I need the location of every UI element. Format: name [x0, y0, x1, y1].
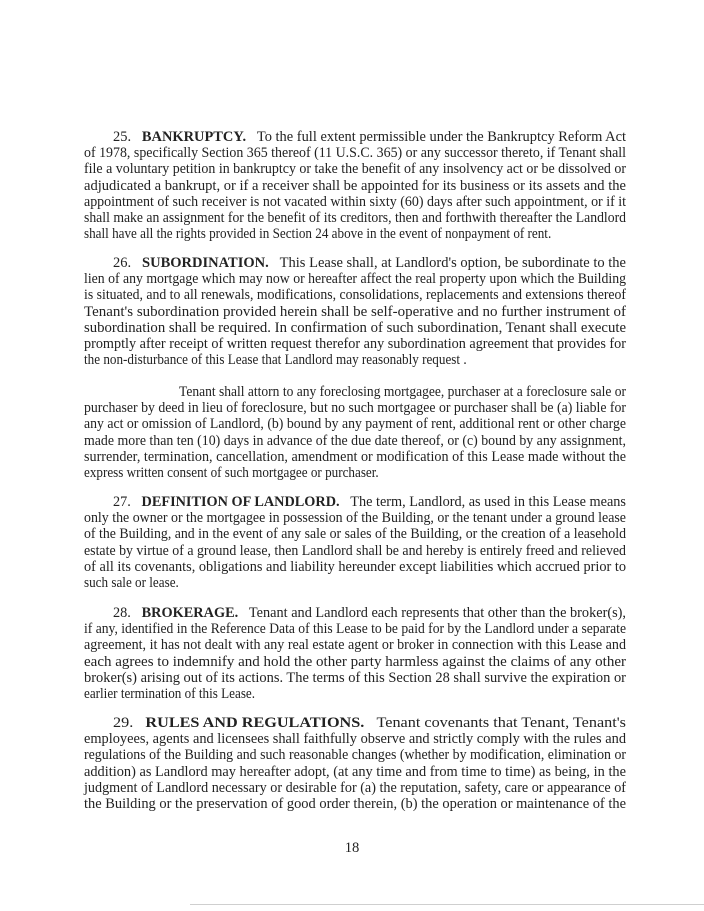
- scan-edge-line: [190, 904, 704, 905]
- line-text: shall make an assignment for the benefit of its creditors, then and forthwith thereafter the Landlord: [84, 209, 626, 226]
- line-text: Tenant covenants that Tenant, Tenant's: [376, 715, 626, 731]
- section-number: 25.: [113, 129, 132, 145]
- text-line: [84, 178, 626, 194]
- text-line: [84, 304, 626, 320]
- section-26-continuation: [84, 384, 626, 481]
- line-text: This Lease shall, at Landlord's option, be subordinate to the: [279, 255, 626, 271]
- text-line: [84, 271, 626, 287]
- text-line: [84, 764, 626, 780]
- text-line: [84, 747, 626, 763]
- line-text: any act or omission of Landlord, (b) bound by any payment of rent, additional rent or other charge: [84, 416, 626, 433]
- line-text: appointment of such receiver is not vacated within sixty (60) days after such appointment, or if it: [84, 193, 626, 210]
- line-text: promptly after receipt of written request therefor any subordination agreement that provides for: [84, 335, 626, 352]
- line-text: lien of any mortgage which may now or hereafter affect the real property upon which the Building: [84, 271, 626, 288]
- text-line: [84, 287, 626, 303]
- text-line: [84, 384, 626, 400]
- line-text: each agrees to indemnify and hold the other party harmless against the claims of any other: [84, 653, 626, 670]
- line-text: of the Building, and in the event of any sale or sales of the Building, or the creation of a leasehold: [84, 526, 626, 543]
- text-line: [84, 543, 626, 559]
- text-line: [84, 320, 626, 336]
- line-text: shall have all the rights provided in Section 24 above in the event of nonpayment of rent.: [84, 226, 552, 243]
- line-text: file a voluntary petition in bankruptcy or take the benefit of any insolvency act or be dissolved or: [84, 161, 626, 178]
- line-text: Tenant and Landlord each represents that other than the broker(s),: [248, 605, 626, 621]
- line-text: the Building or the preservation of good order therein, (b) the operation or maintenance of the: [84, 795, 626, 812]
- section-heading: SUBORDINATION.: [142, 255, 269, 271]
- text-line: [84, 400, 626, 416]
- line-text: estate by virtue of a ground lease, then Landlord shall be and hereby is entirely freed and relieved: [84, 542, 626, 559]
- text-line: [84, 654, 626, 670]
- line-text: earlier termination of this Lease.: [84, 685, 256, 702]
- line-text: judgment of Landlord necessary or desirable for (a) the reputation, safety, care or appearance of: [84, 779, 626, 796]
- line-text: only the owner or the mortgagee in possession of the Building, or the tenant under a ground lease: [84, 510, 626, 527]
- section-29: [84, 715, 626, 812]
- section-number: 28.: [113, 605, 131, 621]
- text-line: [84, 621, 626, 637]
- section-heading: RULES AND REGULATIONS.: [145, 715, 365, 731]
- text-line: [84, 465, 626, 481]
- line-text: regulations of the Building and such reasonable changes (whether by modification, elimination or: [84, 747, 626, 764]
- line-text: of all its covenants, obligations and liability hereunder except liabilities which accrued prior to: [84, 558, 626, 575]
- text-line: [84, 731, 626, 747]
- text-line: [84, 255, 626, 271]
- text-line: [84, 686, 626, 702]
- text-line: [84, 210, 626, 226]
- line-text: addition) as Landlord may hereafter adopt, (at any time and from time to time) as being, in the: [84, 763, 626, 780]
- line-text: such sale or lease.: [84, 574, 179, 591]
- line-text: surrender, termination, cancellation, amendment or modification of this Lease made without the: [84, 448, 626, 465]
- line-text: if any, identified in the Reference Data of this Lease to be paid for by the Landlord under a separate: [84, 621, 626, 638]
- section-heading: BANKRUPTCY.: [141, 129, 247, 145]
- section-28: [84, 605, 626, 702]
- section-heading: DEFINITION OF LANDLORD.: [141, 494, 340, 510]
- text-line: [84, 416, 626, 432]
- section-number: 29.: [113, 715, 134, 731]
- line-text: is situated, and to all renewals, modifications, consolidations, replacements and extensions thereof: [84, 287, 626, 304]
- line-text: the non-disturbance of this Lease that Landlord may reasonably request .: [84, 352, 467, 369]
- section-number: 27.: [113, 494, 131, 510]
- text-line: [84, 194, 626, 210]
- line-text: Tenant shall attorn to any foreclosing mortgagee, purchaser at a foreclosure sale or: [179, 384, 626, 400]
- text-line: [84, 510, 626, 526]
- text-line: [84, 494, 626, 510]
- line-text: purchaser by deed in lieu of foreclosure, but no such mortgagee or purchaser shall be (a) liable for: [84, 400, 626, 417]
- text-line: [84, 575, 626, 591]
- text-line: [84, 336, 626, 352]
- text-line: [84, 526, 626, 542]
- text-line: [84, 161, 626, 177]
- text-line: [84, 559, 626, 575]
- line-text: made more than ten (10) days in advance of the due date thereof, or (c) bound by any assignment,: [84, 432, 626, 449]
- text-line: [84, 433, 626, 449]
- text-line: [84, 226, 626, 242]
- text-line: [84, 670, 626, 686]
- line-text: subordination shall be required. In confirmation of such subordination, Tenant shall execute: [84, 319, 626, 336]
- section-26: [84, 255, 626, 368]
- section-25: [84, 129, 626, 242]
- section-heading: BROKERAGE.: [141, 605, 239, 621]
- line-text: adjudicated a bankrupt, or if a receiver shall be appointed for its business or its assets and the: [84, 177, 626, 194]
- text-line: [84, 637, 626, 653]
- text-line: [84, 605, 626, 621]
- text-line: [84, 352, 626, 368]
- text-line: [84, 145, 626, 161]
- line-text: broker(s) arising out of its actions. The terms of this Section 28 shall survive the expiration or: [84, 669, 626, 686]
- section-number: 26.: [113, 255, 132, 271]
- text-line: [84, 129, 626, 145]
- text-line: [84, 449, 626, 465]
- line-text: of 1978, specifically Section 365 thereof (11 U.S.C. 365) or any successor thereto, if Tenant shall: [84, 145, 626, 162]
- line-text: The term, Landlord, as used in this Lease means: [350, 494, 626, 510]
- line-text: agreement, it has not dealt with any real estate agent or broker in connection with this Lease and: [84, 637, 626, 654]
- text-line: [84, 715, 626, 731]
- line-text: express written consent of such mortgagee or purchaser.: [84, 464, 379, 481]
- page-number: 18: [344, 840, 360, 856]
- line-text: employees, agents and licensees shall faithfully observe and strictly comply with the rules and: [84, 731, 626, 748]
- text-line: [84, 780, 626, 796]
- section-27: [84, 494, 626, 591]
- text-line: [84, 796, 626, 812]
- line-text: To the full extent permissible under the Bankruptcy Reform Act: [256, 129, 626, 145]
- line-text: Tenant's subordination provided herein shall be self-operative and no further instrument of: [84, 303, 626, 320]
